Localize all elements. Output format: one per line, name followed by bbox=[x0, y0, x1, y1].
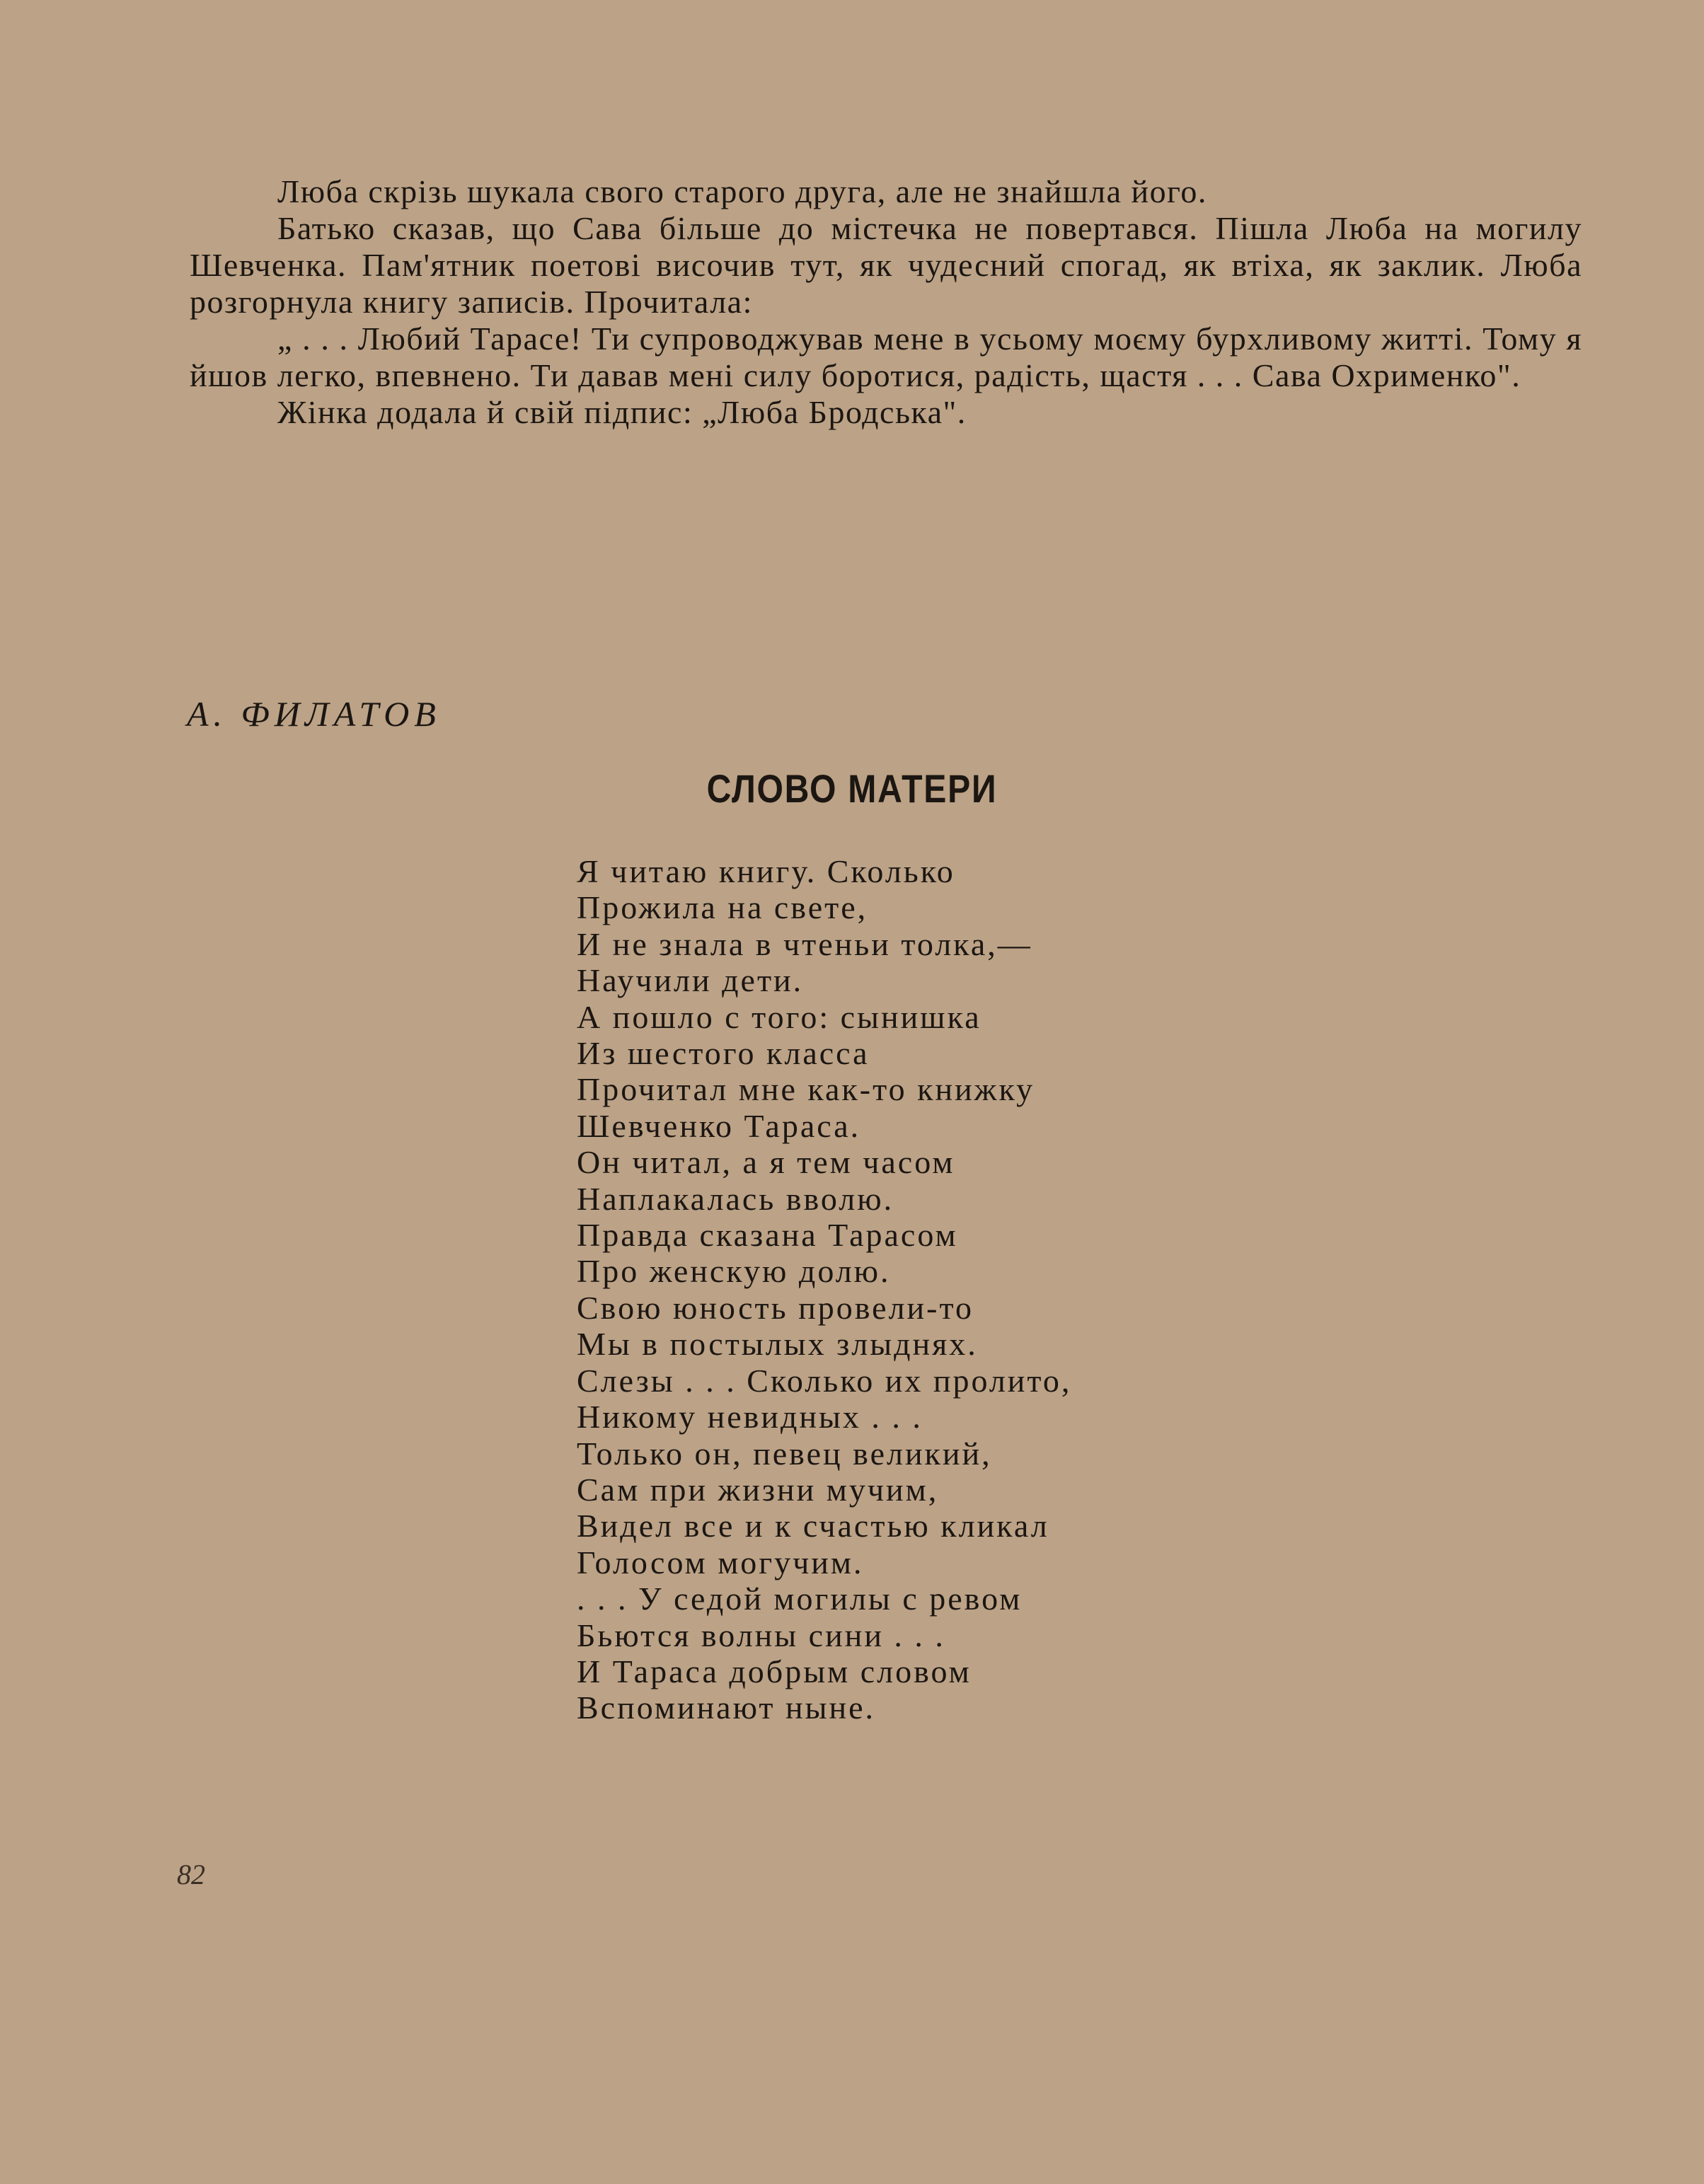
poem-title: СЛОВО МАТЕРИ bbox=[706, 766, 998, 811]
poem-line: Никому невидных . . . bbox=[577, 1399, 923, 1435]
prose-section bbox=[190, 173, 1582, 431]
poem-line: Сам при жизни мучим, bbox=[577, 1471, 939, 1508]
poem-text bbox=[577, 853, 1071, 1726]
poem-line: И Тараса добрым словом bbox=[577, 1653, 972, 1689]
poem-line: И не знала в чтеньи толка,— bbox=[577, 925, 1032, 962]
page-number: 82 bbox=[177, 1859, 205, 1890]
poem-line: Прожила на свете, bbox=[577, 889, 868, 926]
poem-line: Видел все и к счастью кликал bbox=[577, 1508, 1049, 1544]
poem-line: Шевченко Тараса. bbox=[577, 1107, 861, 1144]
poem-line: Наплакалась вволю. bbox=[577, 1180, 894, 1217]
prose-paragraph: Батько сказав, що Сава більше до містечка не повертався. Пішла Люба на могилу Шевченка. Пам'ятник поетові височив тут, як чудесний спогад, як втіха, як заклик. Люба розгорнула книгу записів. Прочитала: bbox=[190, 210, 1582, 320]
poem-line: Вспоминают ныне. bbox=[577, 1689, 876, 1726]
poem-line: . . . У седой могилы с ревом bbox=[577, 1581, 1023, 1617]
poem-line: Свою юность провели-то bbox=[577, 1289, 974, 1326]
poem-line: Голосом могучим. bbox=[577, 1544, 864, 1581]
poem-line: Научили дети. bbox=[577, 962, 804, 999]
poem-line: Из шестого класса bbox=[577, 1035, 870, 1072]
poem-line: А пошло с того: сынишка bbox=[577, 998, 981, 1035]
prose-paragraph: „ . . . Любий Тарасе! Ти супроводжував мене в усьому моєму бурхливому житті. Тому я йшов легко, впевнено. Ти давав мені силу боротися, радість, щастя . . . Сава Охрименко". bbox=[190, 320, 1582, 393]
poem-line: Мы в постылых злыднях. bbox=[577, 1326, 978, 1363]
prose-paragraph: Люба скрізь шукала свого старого друга, але не знайшла його. bbox=[277, 173, 1207, 209]
poem-line: Правда сказана Тарасом bbox=[577, 1217, 958, 1254]
poem-line: Бьются волны сини . . . bbox=[577, 1617, 945, 1653]
prose-paragraph: Жінка додала й свій підпис: „Люба Бродська". bbox=[277, 394, 967, 430]
poem-line: Про женскую долю. bbox=[577, 1253, 891, 1290]
poem-line: Он читал, а я тем часом bbox=[577, 1144, 955, 1181]
poem-author: А. ФИЛАТОВ bbox=[187, 694, 441, 734]
poem-line: Я читаю книгу. Сколько bbox=[577, 853, 955, 889]
poem-line: Прочитал мне как-то книжку bbox=[577, 1071, 1035, 1108]
poem-line: Только он, певец великий, bbox=[577, 1435, 992, 1472]
poem-line: Слезы . . . Сколько их пролито, bbox=[577, 1362, 1072, 1399]
